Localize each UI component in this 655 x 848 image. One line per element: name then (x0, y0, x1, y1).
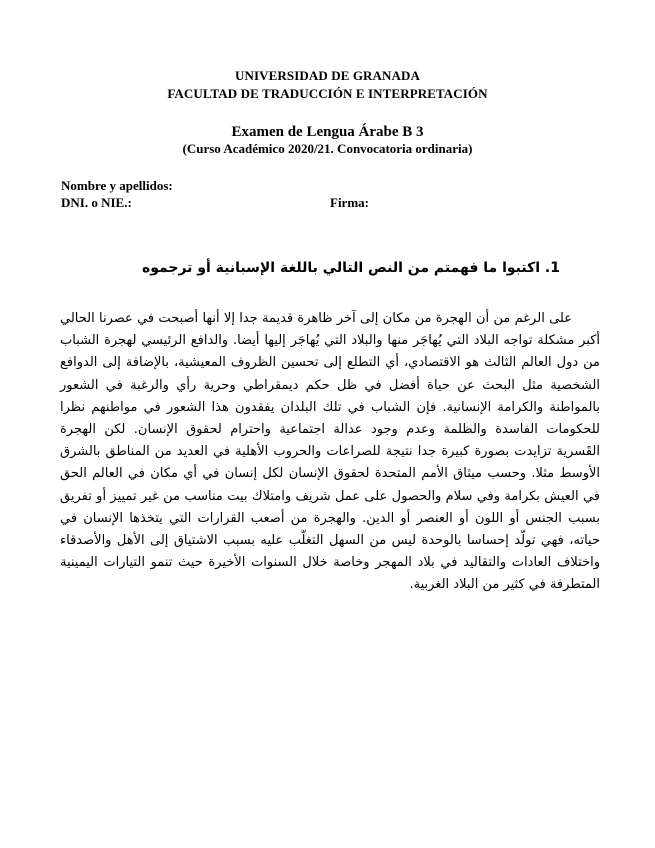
question-text: اكتبوا ما فهمتم من النص التالي باللغة الإسبانية أو ترجموه (141, 260, 541, 276)
arabic-passage: على الرغم من أن الهجرة من مكان إلى آخر ظاهرة قديمة جدا إلا أنها أصبحت في عصرنا الحالي أكبر مشكلة تواجه البلاد التي يُهاجَر منها والبلاد التي يُهاجَر إليها أيضا. والدافع الرئيسي لهجرة الشباب من دول العالم الثالث هو الاقتصادي، أي التطلع إلى تحسين الظروف المعيشية، بالإضافة إلى الدوافع الشخصية مثل البحث عن حياة أفضل في ظل حكم ديمقراطي وحرية رأي والرغبة في الشعور بالمواطنة والكرامة الإنسانية. فإن الشباب في تلك البلدان يفقدون هذا الشعور في مواطنهم نظرا للحكومات الفاسدة والظلمة وعدم وجود عدالة اجتماعية واحترام لحقوق الإنسان. لكن الهجرة القَسرية تزايدت بصورة كبيرة جدا نتيجة للصراعات والحروب الأهلية في العديد من المناطق بالشرق الأوسط مثلا. وحسب ميثاق الأمم المتحدة لحقوق الإنسان لكل إنسان في أي مكان في العالم الحق في العيش بكرامة وفي سلام والحصول على عمل شريف وامتلاك بيت مناسب من غير تمييز أو تفريق بسبب الجنس أو اللون أو العنصر أو الدين. والهجرة من أصعب القرارات التي يتخذها الإنسان في حياته، فهي تولّد إحساسا بالوحدة ليس من السهل التغلّب عليه بسبب الاشتياق إلى الأهل والأصدقاء واختلاف العادات والتقاليد في بلاد المهجر وخاصة خلال السنوات الأخيرة حيث تنمو التيارات اليمينية المتطرفة في كثير من البلاد الغربية. (60, 311, 600, 593)
exam-subtitle: (Curso Académico 2020/21. Convocatoria ordinaria) (182, 141, 473, 156)
faculty-name: FACULTAD DE TRADUCCIÓN E INTERPRETACIÓN (167, 86, 488, 101)
question-instruction (141, 260, 560, 276)
signature-field-label: Firma: (330, 195, 369, 210)
university-name: UNIVERSIDAD DE GRANADA (235, 68, 420, 83)
name-field-label: Nombre y apellidos: (61, 178, 173, 193)
question-number: 1. (544, 260, 560, 276)
exam-title: Examen de Lengua Árabe B 3 (231, 124, 424, 140)
id-field-label: DNI. o NIE.: (61, 195, 132, 210)
